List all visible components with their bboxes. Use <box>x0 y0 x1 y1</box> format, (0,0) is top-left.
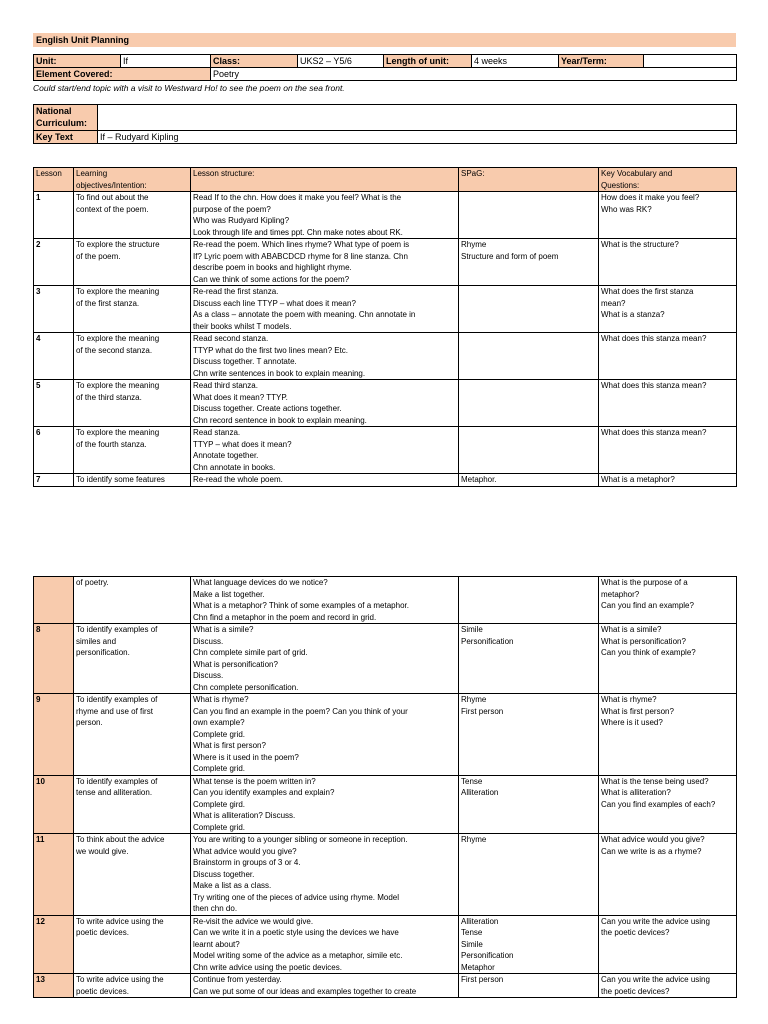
lesson-structure: Read stanza. TTYP – what does it mean? Annotate together. Chn annotate in books. <box>191 427 459 474</box>
lesson-row <box>34 974 737 998</box>
lesson-objective: To identify examples of rhyme and use of first person. <box>74 694 191 776</box>
planning-note: Could start/end topic with a visit to Westward Ho! to see the poem on the sea front. <box>33 83 345 93</box>
lesson-structure: Re-read the poem. Which lines rhyme? What type of poem is If? Lyric poem with ABABCDCD rhyme for 8 line stanza. Chn describe poem in books and highlight rhyme. Can we think of some actions for the poem? <box>191 239 459 286</box>
lesson-row <box>34 380 737 427</box>
lesson-row <box>34 915 737 974</box>
lesson-spag: Metaphor. <box>459 474 599 487</box>
lesson-vocabulary: What is the structure? <box>599 239 737 286</box>
lesson-spag <box>459 192 599 239</box>
lesson-structure: What tense is the poem written in? Can you identify examples and explain? Complete gird. What is alliteration? Discuss. Complete grid. <box>191 775 459 834</box>
unit-row <box>34 55 737 68</box>
lesson-plan-table <box>33 167 737 487</box>
column-header-objectives: Learning objectives/Intention: <box>74 168 191 192</box>
lesson-number: 11 <box>34 834 74 916</box>
length-label: Length of unit: <box>384 55 472 68</box>
national-curriculum-label: National Curriculum: <box>34 105 98 131</box>
lesson-spag: Simile Personification <box>459 624 599 694</box>
key-text-value: If – Rudyard Kipling <box>98 131 737 144</box>
lesson-structure: What language devices do we notice? Make a list together. What is a metaphor? Think of some examples of a metaphor. Chn find a metaphor in the poem and record in grid. <box>191 577 459 624</box>
lesson-vocabulary: What advice would you give? Can we write is as a rhyme? <box>599 834 737 916</box>
lesson-spag: Tense Alliteration <box>459 775 599 834</box>
lesson-vocabulary: What does this stanza mean? <box>599 333 737 380</box>
lesson-vocabulary: How does it make you feel? Who was RK? <box>599 192 737 239</box>
lesson-structure: Read second stanza. TTYP what do the first two lines mean? Etc. Discuss together. T annotate. Chn write sentences in book to explain meaning. <box>191 333 459 380</box>
lesson-vocabulary: What does the first stanza mean? What is a stanza? <box>599 286 737 333</box>
unit-label: Unit: <box>34 55 121 68</box>
year-term-label: Year/Term: <box>559 55 644 68</box>
lesson-row <box>34 239 737 286</box>
lesson-spag: Rhyme First person <box>459 694 599 776</box>
element-value: Poetry <box>211 68 737 81</box>
lesson-spag <box>459 427 599 474</box>
lesson-vocabulary: What is rhyme? What is first person? Where is it used? <box>599 694 737 776</box>
lesson-row <box>34 192 737 239</box>
document-title: English Unit Planning <box>33 33 736 47</box>
lesson-spag <box>459 380 599 427</box>
lesson-structure: What is rhyme? Can you find an example in the poem? Can you think of your own example? Complete grid. What is first person? Where is it used in the poem? Complete grid. <box>191 694 459 776</box>
lesson-number: 8 <box>34 624 74 694</box>
lesson-spag: Alliteration Tense Simile Personification Metaphor <box>459 915 599 974</box>
lesson-spag: Rhyme Structure and form of poem <box>459 239 599 286</box>
year-term-value <box>644 55 737 68</box>
lesson-structure: Read third stanza. What does it mean? TTYP. Discuss together. Create actions together. Chn record sentence in book to explain meaning. <box>191 380 459 427</box>
column-header-lesson: Lesson <box>34 168 74 192</box>
lesson-row <box>34 577 737 624</box>
class-value: UKS2 – Y5/6 <box>298 55 384 68</box>
lesson-structure: Read If to the chn. How does it make you feel? What is the purpose of the poem? Who was Rudyard Kipling? Look through life and times ppt. Chn make notes about RK. <box>191 192 459 239</box>
lesson-number: 4 <box>34 333 74 380</box>
lesson-structure: Re-visit the advice we would give. Can we write it in a poetic style using the devices we have learnt about? Model writing some of the advice as a metaphor, simile etc. Chn write advice using the poetic devices. <box>191 915 459 974</box>
lesson-row <box>34 474 737 487</box>
lesson-structure: You are writing to a younger sibling or someone in reception. What advice would you give? Brainstorm in groups of 3 or 4. Discuss together. Make a list as a class. Try writing one of the pieces of advice using rhyme. Model then chn do. <box>191 834 459 916</box>
lesson-number: 6 <box>34 427 74 474</box>
lesson-objective: To identify examples of similes and personification. <box>74 624 191 694</box>
lesson-objective: To explore the structure of the poem. <box>74 239 191 286</box>
lesson-objective: To explore the meaning of the second stanza. <box>74 333 191 380</box>
unit-value: If <box>121 55 211 68</box>
lesson-number: 13 <box>34 974 74 998</box>
element-label: Element Covered: <box>34 68 211 81</box>
lesson-vocabulary: Can you write the advice using the poetic devices? <box>599 915 737 974</box>
lesson-structure: What is a simile? Discuss. Chn complete simile part of grid. What is personification? Discuss. Chn complete personification. <box>191 624 459 694</box>
lesson-number <box>34 577 74 624</box>
lesson-row <box>34 694 737 776</box>
unit-header-table <box>33 54 737 81</box>
lesson-spag <box>459 333 599 380</box>
lesson-number: 3 <box>34 286 74 333</box>
element-row <box>34 68 737 81</box>
lesson-plan-header-row <box>34 168 737 192</box>
lesson-number: 12 <box>34 915 74 974</box>
lesson-objective: To find out about the context of the poem. <box>74 192 191 239</box>
lesson-row <box>34 624 737 694</box>
national-curriculum-row <box>34 105 737 131</box>
column-header-vocabulary: Key Vocabulary and Questions: <box>599 168 737 192</box>
lesson-plan-table-continued <box>33 576 737 998</box>
lesson-row <box>34 834 737 916</box>
lesson-objective: To write advice using the poetic devices. <box>74 974 191 998</box>
lesson-number: 2 <box>34 239 74 286</box>
lesson-objective: To think about the advice we would give. <box>74 834 191 916</box>
lesson-vocabulary: What is a metaphor? <box>599 474 737 487</box>
lesson-number: 10 <box>34 775 74 834</box>
curriculum-table <box>33 104 737 144</box>
lesson-structure: Re-read the whole poem. <box>191 474 459 487</box>
lesson-row <box>34 333 737 380</box>
lesson-row <box>34 775 737 834</box>
key-text-label: Key Text <box>34 131 98 144</box>
lesson-vocabulary: Can you write the advice using the poetic devices? <box>599 974 737 998</box>
lesson-objective: To identify examples of tense and alliteration. <box>74 775 191 834</box>
lesson-objective: To explore the meaning of the fourth stanza. <box>74 427 191 474</box>
lesson-number: 9 <box>34 694 74 776</box>
lesson-number: 1 <box>34 192 74 239</box>
lesson-spag <box>459 577 599 624</box>
lesson-structure: Re-read the first stanza. Discuss each line TTYP – what does it mean? As a class – annotate the poem with meaning. Chn annotate in their books whilst T models. <box>191 286 459 333</box>
lesson-number: 7 <box>34 474 74 487</box>
lesson-structure: Continue from yesterday. Can we put some of our ideas and examples together to create <box>191 974 459 998</box>
column-header-structure: Lesson structure: <box>191 168 459 192</box>
lesson-objective: To write advice using the poetic devices. <box>74 915 191 974</box>
lesson-number: 5 <box>34 380 74 427</box>
column-header-spag: SPaG: <box>459 168 599 192</box>
lesson-objective: To identify some features <box>74 474 191 487</box>
lesson-objective: of poetry. <box>74 577 191 624</box>
lesson-spag: First person <box>459 974 599 998</box>
lesson-vocabulary: What is the tense being used? What is alliteration? Can you find examples of each? <box>599 775 737 834</box>
lesson-row <box>34 286 737 333</box>
lesson-spag <box>459 286 599 333</box>
lesson-vocabulary: What does this stanza mean? <box>599 380 737 427</box>
lesson-objective: To explore the meaning of the first stanza. <box>74 286 191 333</box>
lesson-vocabulary: What is a simile? What is personification? Can you think of example? <box>599 624 737 694</box>
lesson-vocabulary: What does this stanza mean? <box>599 427 737 474</box>
lesson-row <box>34 427 737 474</box>
key-text-row <box>34 131 737 144</box>
national-curriculum-value <box>98 105 737 131</box>
lesson-objective: To explore the meaning of the third stanza. <box>74 380 191 427</box>
length-value: 4 weeks <box>472 55 559 68</box>
lesson-spag: Rhyme <box>459 834 599 916</box>
lesson-vocabulary: What is the purpose of a metaphor? Can you find an example? <box>599 577 737 624</box>
class-label: Class: <box>211 55 298 68</box>
